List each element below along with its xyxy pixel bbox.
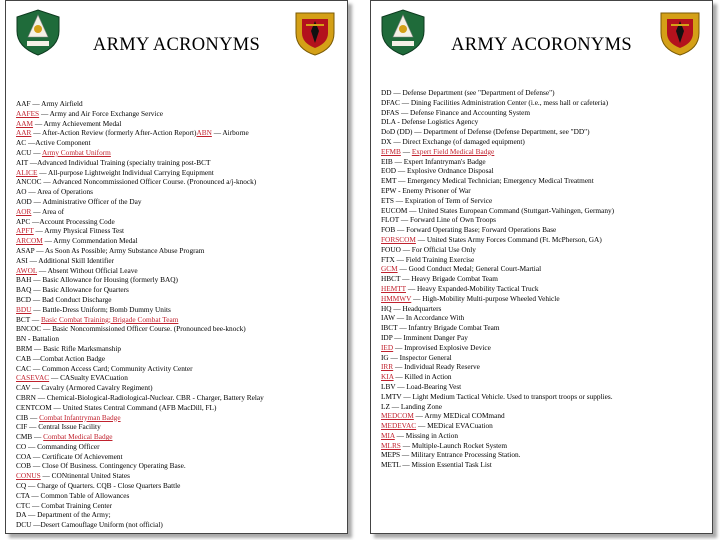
acronym-link[interactable]: AOR <box>16 206 32 216</box>
acronym-entry <box>16 354 339 364</box>
acronym-text: BCD — Bad Conduct Discharge <box>16 294 112 304</box>
acronym-entry <box>381 392 704 402</box>
acronym-text: BNCOC — Basic Noncommissioned Officer Course. (Pronounced bee-knock) <box>16 324 246 334</box>
left-slide <box>5 0 348 534</box>
acronym-entry <box>16 383 339 393</box>
page-title: ARMY ACRONYMS <box>92 35 261 55</box>
acronym-text: AAF — Army Airfield <box>16 99 83 108</box>
acronym-entry <box>381 313 704 323</box>
acronym-entry <box>16 315 339 325</box>
acronym-text: AOD — Administrative Officer of the Day <box>16 196 142 206</box>
acronym-list <box>371 88 712 470</box>
acronym-text: — CASualty EVACuation <box>49 373 128 383</box>
acronym-entry <box>381 411 704 421</box>
acronym-entry <box>381 245 704 255</box>
acronym-entry <box>381 264 704 274</box>
acronym-text: BN - Battalion <box>16 334 59 344</box>
acronym-entry <box>381 235 704 245</box>
acronym-text: — Army Achievement Medal <box>33 118 122 128</box>
acronym-text: CIF — Central Issue Facility <box>16 422 101 432</box>
acronym-entry <box>16 217 339 227</box>
acronym-text: EPW - Enemy Prisoner of War <box>381 185 471 195</box>
acronym-text: CAC — Common Access Card; Community Activity Center <box>16 363 193 373</box>
acronym-text: BCT — <box>16 314 42 324</box>
acronym-entry <box>16 520 339 530</box>
acronym-text: DoD (DD) — Department of Defense (Defense Department, see "DD") <box>381 127 590 137</box>
acronym-text: CBRN — Chemical-Biological-Radiological-Nuclear. CBR - Charger, Battery Relay <box>16 392 264 402</box>
acronym-text: METL — Mission Essential Task List <box>381 460 492 470</box>
acronym-entry <box>16 344 339 354</box>
acronym-text: CTA — Common Table of Allowances <box>16 490 130 500</box>
acronym-text: LBV — Load-Bearing Vest <box>381 381 462 391</box>
acronym-entry <box>381 127 704 137</box>
acronym-entry <box>16 501 339 511</box>
acronym-link[interactable]: Expert Field Medical Badge <box>411 146 495 156</box>
acronym-entry <box>16 452 339 462</box>
acronym-text: LZ — Landing Zone <box>381 401 442 411</box>
acronym-text: FOUO — For Official Use Only <box>381 244 476 254</box>
acronym-text: EOD — Explosive Ordnance Disposal <box>381 166 494 176</box>
acronym-text: CAB —Combat Action Badge <box>16 353 105 363</box>
acronym-entry <box>16 99 339 109</box>
acronym-text: BRM — Basic Rifle Marksmanship <box>16 343 121 353</box>
acronym-entry <box>381 206 704 216</box>
acronym-entry <box>381 323 704 333</box>
acronym-entry <box>16 285 339 295</box>
acronym-entry <box>16 236 339 246</box>
acronym-text: DD — Defense Department (see "Department of Defense") <box>381 88 555 97</box>
acronym-text: — CONtinental United States <box>40 471 130 481</box>
acronym-entry <box>16 373 339 383</box>
acronym-link[interactable]: MEDEVAC <box>381 421 417 431</box>
acronym-text: — Good Conduct Medal; General Court-Martial <box>397 264 542 274</box>
acronym-entry <box>381 333 704 343</box>
acronym-entry <box>16 197 339 207</box>
acronym-entry <box>381 196 704 206</box>
acronym-entry <box>381 362 704 372</box>
acronym-text: BAQ — Basic Allowance for Quarters <box>16 285 129 295</box>
acronym-text: DX — Direct Exchange (of damaged equipment) <box>381 136 525 146</box>
acronym-entry <box>381 402 704 412</box>
acronym-link[interactable]: CASEVAC <box>16 373 50 383</box>
acronym-text: IAW — In Accordance With <box>381 313 465 323</box>
acronym-entry <box>381 294 704 304</box>
acronym-link[interactable]: Basic Combat Training; Brigade Combat Team <box>41 314 179 324</box>
acronym-link[interactable]: HMMWV <box>381 293 412 303</box>
acronym-entry <box>381 284 704 294</box>
acronym-text: COB — Close Of Business. Contingency Operating Base. <box>16 461 186 471</box>
acronym-link[interactable]: ALICE <box>16 167 38 177</box>
acronym-entry <box>16 305 339 315</box>
acronym-link[interactable]: EFMB <box>381 146 401 156</box>
acronym-entry <box>16 275 339 285</box>
acronym-entry <box>381 460 704 470</box>
acronym-text: DA — Department of the Army; <box>16 510 111 520</box>
acronym-text: EMT — Emergency Medical Technician; Emergency Medical Treatment <box>381 176 594 186</box>
acronym-text: — Area of <box>31 206 65 216</box>
left-slide-header <box>6 1 347 87</box>
acronym-entry <box>381 343 704 353</box>
acronym-text: EIB — Expert Infantryman's Badge <box>381 156 486 166</box>
acronym-entry <box>16 422 339 432</box>
acronym-entry <box>381 108 704 118</box>
acronym-link[interactable]: HEMTT <box>381 283 406 293</box>
acronym-text: AIT —Advanced Individual Training (specialty training post-BCT <box>16 157 211 167</box>
acronym-entry <box>381 255 704 265</box>
acronym-text: — Improvised Explosive Device <box>393 342 491 352</box>
acronym-text: ASAP — As Soon As Possible; Army Substance Abuse Program <box>16 245 205 255</box>
acronym-entry <box>16 266 339 276</box>
page-title: ARMY ACORONYMS <box>451 35 632 55</box>
acronym-text: CMB — <box>16 432 44 442</box>
acronym-text: EUCOM — United States European Command (Stuttgart-Vaihingen, Germany) <box>381 205 615 215</box>
acronym-text: IBCT — Infantry Brigade Combat Team <box>381 323 500 333</box>
acronym-entry <box>16 128 339 138</box>
acronym-text: — After-Action Review (formerly After-Action Report) <box>31 128 197 138</box>
acronym-link[interactable]: Combat Infantryman Badge <box>39 412 121 422</box>
acronym-link[interactable]: KIA <box>381 372 394 382</box>
acronym-link[interactable]: MIA <box>381 430 395 440</box>
acronym-link[interactable]: CONUS <box>16 471 41 481</box>
acronym-entry <box>16 334 339 344</box>
acronym-text: CTC — Combat Training Center <box>16 500 113 510</box>
acronym-text: AC —Active Component <box>16 138 91 148</box>
acronym-entry <box>16 168 339 178</box>
acronym-text: IG — Inspector General <box>381 352 452 362</box>
acronym-entry <box>381 88 704 98</box>
acronym-text: — <box>400 146 412 156</box>
acronym-text: HBCT — Heavy Brigade Combat Team <box>381 274 498 284</box>
acronym-text: — Army Physical Fitness Test <box>33 226 125 236</box>
acronym-text: MEPS — Military Entrance Processing Station. <box>381 450 521 460</box>
acronym-entry <box>381 441 704 451</box>
acronym-entry <box>16 403 339 413</box>
acronym-link[interactable]: Combat Medical Badge <box>43 432 113 442</box>
acronym-link[interactable]: IED <box>381 342 394 352</box>
acronym-text: — Battle-Dress Uniform; Bomb Dummy Units <box>31 304 171 314</box>
acronym-text: CIB — <box>16 412 40 422</box>
acronym-text: ETS — Expiration of Term of Service <box>381 195 493 205</box>
acronym-text: — All-purpose Lightweight Individual Carrying Equipment <box>37 167 214 177</box>
acronym-entry <box>381 450 704 460</box>
acronym-link[interactable]: APFT <box>16 226 34 236</box>
acronym-text: CQ — Charge of Quarters. CQB - Close Quarters Battle <box>16 481 181 491</box>
acronym-entry <box>16 471 339 481</box>
acronym-text: DLA - Defense Logistics Agency <box>381 117 479 127</box>
acronym-text: FLOT — Forward Line of Own Troops <box>381 215 496 225</box>
acronym-entry <box>16 295 339 305</box>
acronym-link[interactable]: BDU <box>16 304 32 314</box>
acronym-entry <box>16 432 339 442</box>
acronym-entry <box>16 256 339 266</box>
acronym-entry <box>16 226 339 236</box>
acronym-text: — High-Mobility Multi-purpose Wheeled Vehicle <box>411 293 560 303</box>
acronym-entry <box>381 304 704 314</box>
acronym-text: FTX — Field Training Exercise <box>381 254 475 264</box>
acronym-text: — Multiple-Launch Rocket System <box>400 440 508 450</box>
acronym-text: BAH — Basic Allowance for Housing (formerly BAQ) <box>16 275 178 285</box>
acronym-entry <box>16 246 339 256</box>
acronym-text: — Army Commendation Medal <box>42 236 138 246</box>
acronym-entry <box>16 442 339 452</box>
acronym-text: COA — Certificate Of Achievement <box>16 451 123 461</box>
acronym-link[interactable]: MLRS <box>381 440 401 450</box>
acronym-link[interactable]: GCM <box>381 264 398 274</box>
acronym-link[interactable]: AAFES <box>16 108 40 118</box>
acronym-entry <box>381 147 704 157</box>
acronym-link[interactable]: Army Combat Uniform <box>41 147 111 157</box>
acronym-entry <box>381 372 704 382</box>
acronym-entry <box>381 117 704 127</box>
acronym-link[interactable]: AAM <box>16 118 34 128</box>
acronym-entry <box>16 364 339 374</box>
acronym-entry <box>16 413 339 423</box>
acronym-text: — MEDical EVACuation <box>416 421 493 431</box>
acronym-link[interactable]: AWOL <box>16 265 38 275</box>
acronym-entry <box>16 138 339 148</box>
acronym-entry <box>16 187 339 197</box>
acronym-entry <box>381 421 704 431</box>
acronym-text: CAV — Cavalry (Armored Cavalry Regiment) <box>16 383 153 393</box>
acronym-link[interactable]: ABN <box>196 128 212 138</box>
acronym-text: — Absent Without Official Leave <box>37 265 138 275</box>
acronym-text: — Army MEDical COMmand <box>413 411 505 421</box>
acronym-text: — Individual Ready Reserve <box>393 362 480 372</box>
acronym-entry <box>16 109 339 119</box>
acronym-text: ACU — <box>16 147 42 157</box>
acronym-text: CO — Commanding Officer <box>16 441 100 451</box>
acronym-entry <box>381 166 704 176</box>
gold-crest-icon <box>290 7 340 57</box>
acronym-entry <box>16 481 339 491</box>
acronym-entry <box>381 137 704 147</box>
acronym-link[interactable]: FORSCOM <box>381 234 416 244</box>
acronym-entry <box>16 510 339 520</box>
acronym-text: FOB — Forward Operating Base; Forward Operations Base <box>381 225 557 235</box>
acronym-entry <box>381 274 704 284</box>
acronym-text: DFAS — Defense Finance and Accounting System <box>381 107 531 117</box>
acronym-entry <box>381 176 704 186</box>
acronym-entry <box>381 225 704 235</box>
acronym-entry <box>16 158 339 168</box>
acronym-text: — Heavy Expanded-Mobility Tactical Truck <box>406 283 539 293</box>
acronym-entry <box>381 157 704 167</box>
acronym-text: — Airborne <box>211 128 249 138</box>
acronym-text: — Missing in Action <box>394 430 459 440</box>
acronym-text: APC —Account Processing Code <box>16 216 115 226</box>
acronym-text: ANCOC — Advanced Noncommissioned Officer Course. (Pronounced a/j-knock) <box>16 177 257 187</box>
acronym-entry <box>381 353 704 363</box>
acronym-entry <box>16 148 339 158</box>
acronym-entry <box>16 177 339 187</box>
acronym-entry <box>16 393 339 403</box>
acronym-text: IDP — Imminent Danger Pay <box>381 332 468 342</box>
acronym-text: HQ — Headquarters <box>381 303 442 313</box>
acronym-entry <box>16 119 339 129</box>
acronym-link[interactable]: MEDCOM <box>381 411 414 421</box>
acronym-list <box>6 99 347 530</box>
acronym-text: — Killed in Action <box>393 372 452 382</box>
acronym-text: AO — Area of Operations <box>16 187 94 197</box>
gold-crest-icon <box>655 7 705 57</box>
acronym-link[interactable]: AAR <box>16 128 32 138</box>
acronym-entry <box>16 461 339 471</box>
acronym-link[interactable]: IRR <box>381 362 394 372</box>
right-slide <box>370 0 713 534</box>
acronym-entry <box>16 207 339 217</box>
acronym-text: — United States Army Forces Command (Ft. McPherson, GA) <box>415 234 602 244</box>
acronym-entry <box>381 215 704 225</box>
acronym-entry <box>381 98 704 108</box>
acronym-entry <box>381 382 704 392</box>
acronym-entry <box>16 491 339 501</box>
acronym-text: CENTCOM — United States Central Command (AFB MacDill, FL) <box>16 402 217 412</box>
acronym-entry <box>381 431 704 441</box>
acronym-text: DCU —Desert Camouflage Uniform (not official) <box>16 520 163 530</box>
acronym-text: — Army and Air Force Exchange Service <box>39 108 163 118</box>
acronym-text: DFAC — Dining Facilities Administration Center (i.e., mess hall or cafeteria) <box>381 97 609 107</box>
acronym-text: ASI — Additional Skill Identifier <box>16 255 115 265</box>
acronym-text: LMTV — Light Medium Tactical Vehicle. Used to transport troops or supplies. <box>381 391 613 401</box>
acronym-link[interactable]: ARCOM <box>16 236 43 246</box>
right-slide-header <box>371 1 712 87</box>
acronym-entry <box>381 186 704 196</box>
acronym-entry <box>16 324 339 334</box>
